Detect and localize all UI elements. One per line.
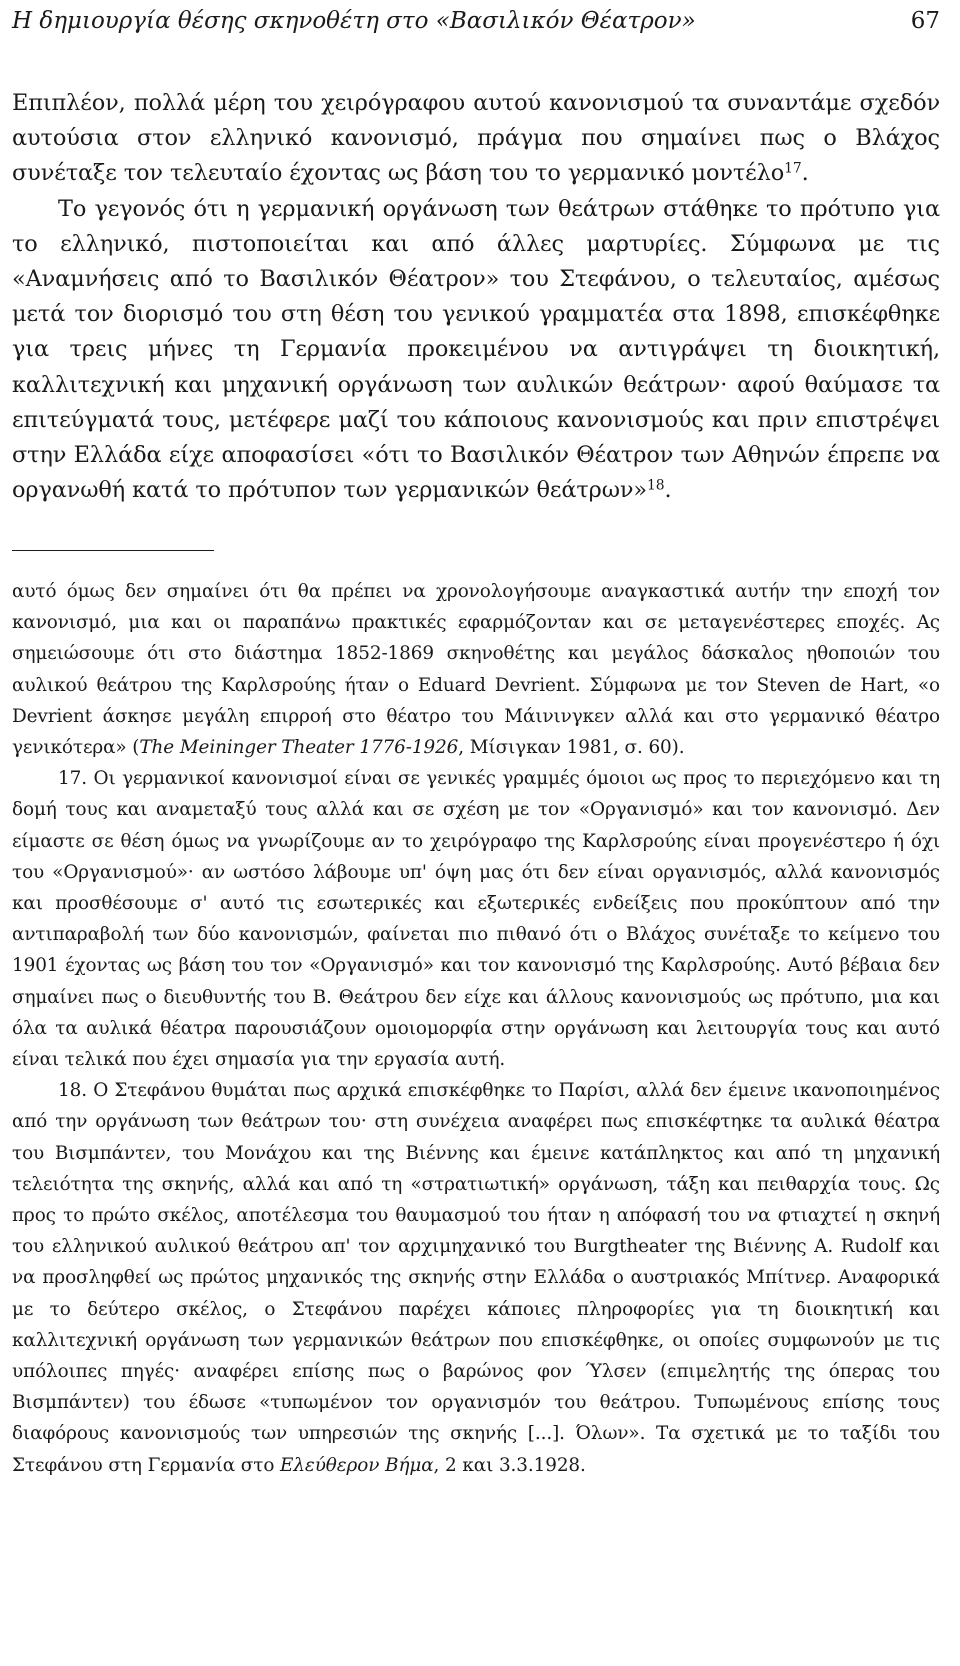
page-number: 67 [910, 8, 940, 34]
footnote-18 [12, 1075, 940, 1481]
body-paragraph [12, 192, 940, 509]
newspaper-title: Ελεύθερον Βήμα [280, 1454, 434, 1476]
paragraph-text: Επιπλέον, πολλά μέρη του χειρόγραφου αυτού κανονισμού τα συναντάμε σχεδόν αυτούσια στον ελληνικό κανονισμό, πράγμα που σημαίνει πως ο Βλάχος συνέταξε τον τελευταίο έχοντας ως βάση του το γερμανικό μοντέλο [12, 90, 940, 187]
body-paragraph [12, 86, 940, 192]
main-text [12, 86, 940, 508]
footnote-17: 17. Οι γερμανικοί κανονισμοί είναι σε γενικές γραμμές όμοιοι ως προς το περιεχόμενο και τη δομή τους και αναμεταξύ τους αλλά και σε σχέση με τον «Οργανισμό» και τον κανονισμό. Δεν είμαστε σε θέση όμως να γνωρίζουμε αν το χειρόγραφο της Καρλσρούης είναι προγενέστερο ή όχι του «Οργανισμού»· αν ωστόσο λάβουμε υπ' όψη μας ότι δεν είναι οργανισμός, αλλά κανονισμός και προσθέσουμε σ' αυτό τις εσωτερικές και εξωτερικές ενδείξεις που προκύπτουν από την αντιπαραβολή των δύο κανονισμών, φαίνεται πιο πιθανό ότι ο Βλάχος συνέταξε το κείμενο του 1901 έχοντας ως βάση του τον «Οργανισμό» και τον κανονισμό της Καρλσρούης. Αυτό βέβαια δεν σημαίνει πως ο διευθυντής του Β. Θεάτρου δεν είχε και άλλους κανονισμούς ως πρότυπο, μια και όλα τα αυλικά θέατρα παρουσιάζουν ομοιομορφία στην οργάνωση και λειτουργία τους και αυτό είναι τελικά που έχει σημασία για την εργασία αυτή. [12, 768, 940, 1071]
running-title: Η δημιουργία θέσης σκηνοθέτη στο «Βασιλικόν Θέατρον» [12, 8, 696, 34]
footnote-ref-18: 18 [647, 477, 665, 494]
footnote-continuation [12, 576, 940, 763]
footnote-ref-17: 17 [784, 160, 802, 177]
paragraph-end: . [801, 160, 809, 187]
footnotes [12, 576, 940, 1481]
footnote-text: , Μίσιγκαν 1981, σ. 60). [458, 737, 685, 759]
paragraph-end: . [664, 477, 672, 504]
footnote-text: , 2 και 3.3.1928. [433, 1454, 586, 1476]
footnote-text: αυτό όμως δεν σημαίνει ότι θα πρέπει να χρονολογήσουμε αναγκαστικά αυτήν την εποχή τον κανονισμό, μια και οι παραπάνω πρακτικές εφαρμόζονταν και σε μεταγενέστερες εποχές. Ας σημειώσουμε ότι στο διάστημα 1852-1869 σκηνοθέτης και μεγάλος δάσκαλος ηθοποιών του αυλικού θεάτρου της Καρλσρούης ήταν ο Eduard Devrient. Σύμφωνα με τον Steven de Hart, «ο Devrient άσκησε μεγάλη επιρροή στο θέατρο του Μάινινγκεν αλλά και στο γερμανικό θέατρο γενικότερα» ( [12, 581, 940, 759]
book-title: The Meininger Theater 1776-1926 [139, 737, 459, 759]
footnote-text: 18. Ο Στεφάνου θυμάται πως αρχικά επισκέφθηκε το Παρίσι, αλλά δεν έμεινε ικανοποιημένος από την οργάνωση των θεάτρων του· στη συνέχεια αναφέρει πως επισκέφτηκε τα αυλικά θέατρα του Βισμπάντεν, του Μονάχου και της Βιέννης και έμεινε κατάπληκτος και από τη μηχανική τελειότητα της σκηνής, αλλά και από τη «στρατιωτική» οργάνωση, τάξη και πειθαρχία τους. Ως προς το πρώτο σκέλος, αποτέλεσμα του θαυμασμού του ήταν η απόφασή του να φτιαχτεί η σκηνή του ελληνικού αυλικού θεάτρου απ' τον αρχιμηχανικό του Burgtheater της Βιέννης A. Rudolf και να προσληφθεί ως πρώτος μηχανικός της σκηνής στην Ελλάδα ο αυστριακός Μπίτνερ. Αναφορικά με το δεύτερο σκέλος, ο Στεφάνου παρέχει κάποιες πληροφορίες για τη διοικητική και καλλιτεχνική οργάνωση των γερμανικών θεάτρων που επισκέφθηκε, οι οποίες συμφωνούν με τις υπόλοιπες πηγές· αναφέρει επίσης πως ο βαρώνος φον Ύλσεν (επιμελητής της όπερας του Βισμπάντεν) του έδωσε «τυπωμένον τον οργανισμόν του θεάτρου. Τυπωμένους επίσης τους διαφόρους κανονισμούς των υπηρεσιών της σκηνής [...]. Όλων». Τα σχετικά με το ταξίδι του Στεφάνου στη Γερμανία στο [12, 1080, 940, 1476]
running-header [12, 8, 940, 42]
footnote-separator [12, 550, 214, 551]
paragraph-text: Το γεγονός ότι η γερμανική οργάνωση των θεάτρων στάθηκε το πρότυπο για το ελληνικό, πιστοποιείται και από άλλες μαρτυρίες. Σύμφωνα με τις «Αναμνήσεις από το Βασιλικόν Θέατρον» του Στεφάνου, ο τελευταίος, αμέσως μετά τον διορισμό του στη θέση του γενικού γραμματέα στα 1898, επισκέφθηκε για τρεις μήνες τη Γερμανία προκειμένου να αντιγράψει τη διοικητική, καλλιτεχνική και μηχανική οργάνωση των αυλικών θεάτρων· αφού θαύμασε τα επιτεύγματά τους, μετέφερε μαζί του κάποιους κανονισμούς και πριν επιστρέψει στην Ελλάδα είχε αποφασίσει «ότι το Βασιλικόν Θέατρον των Αθηνών έπρεπε να οργανωθή κατά το πρότυπον των γερμανικών θεάτρων» [12, 195, 940, 504]
